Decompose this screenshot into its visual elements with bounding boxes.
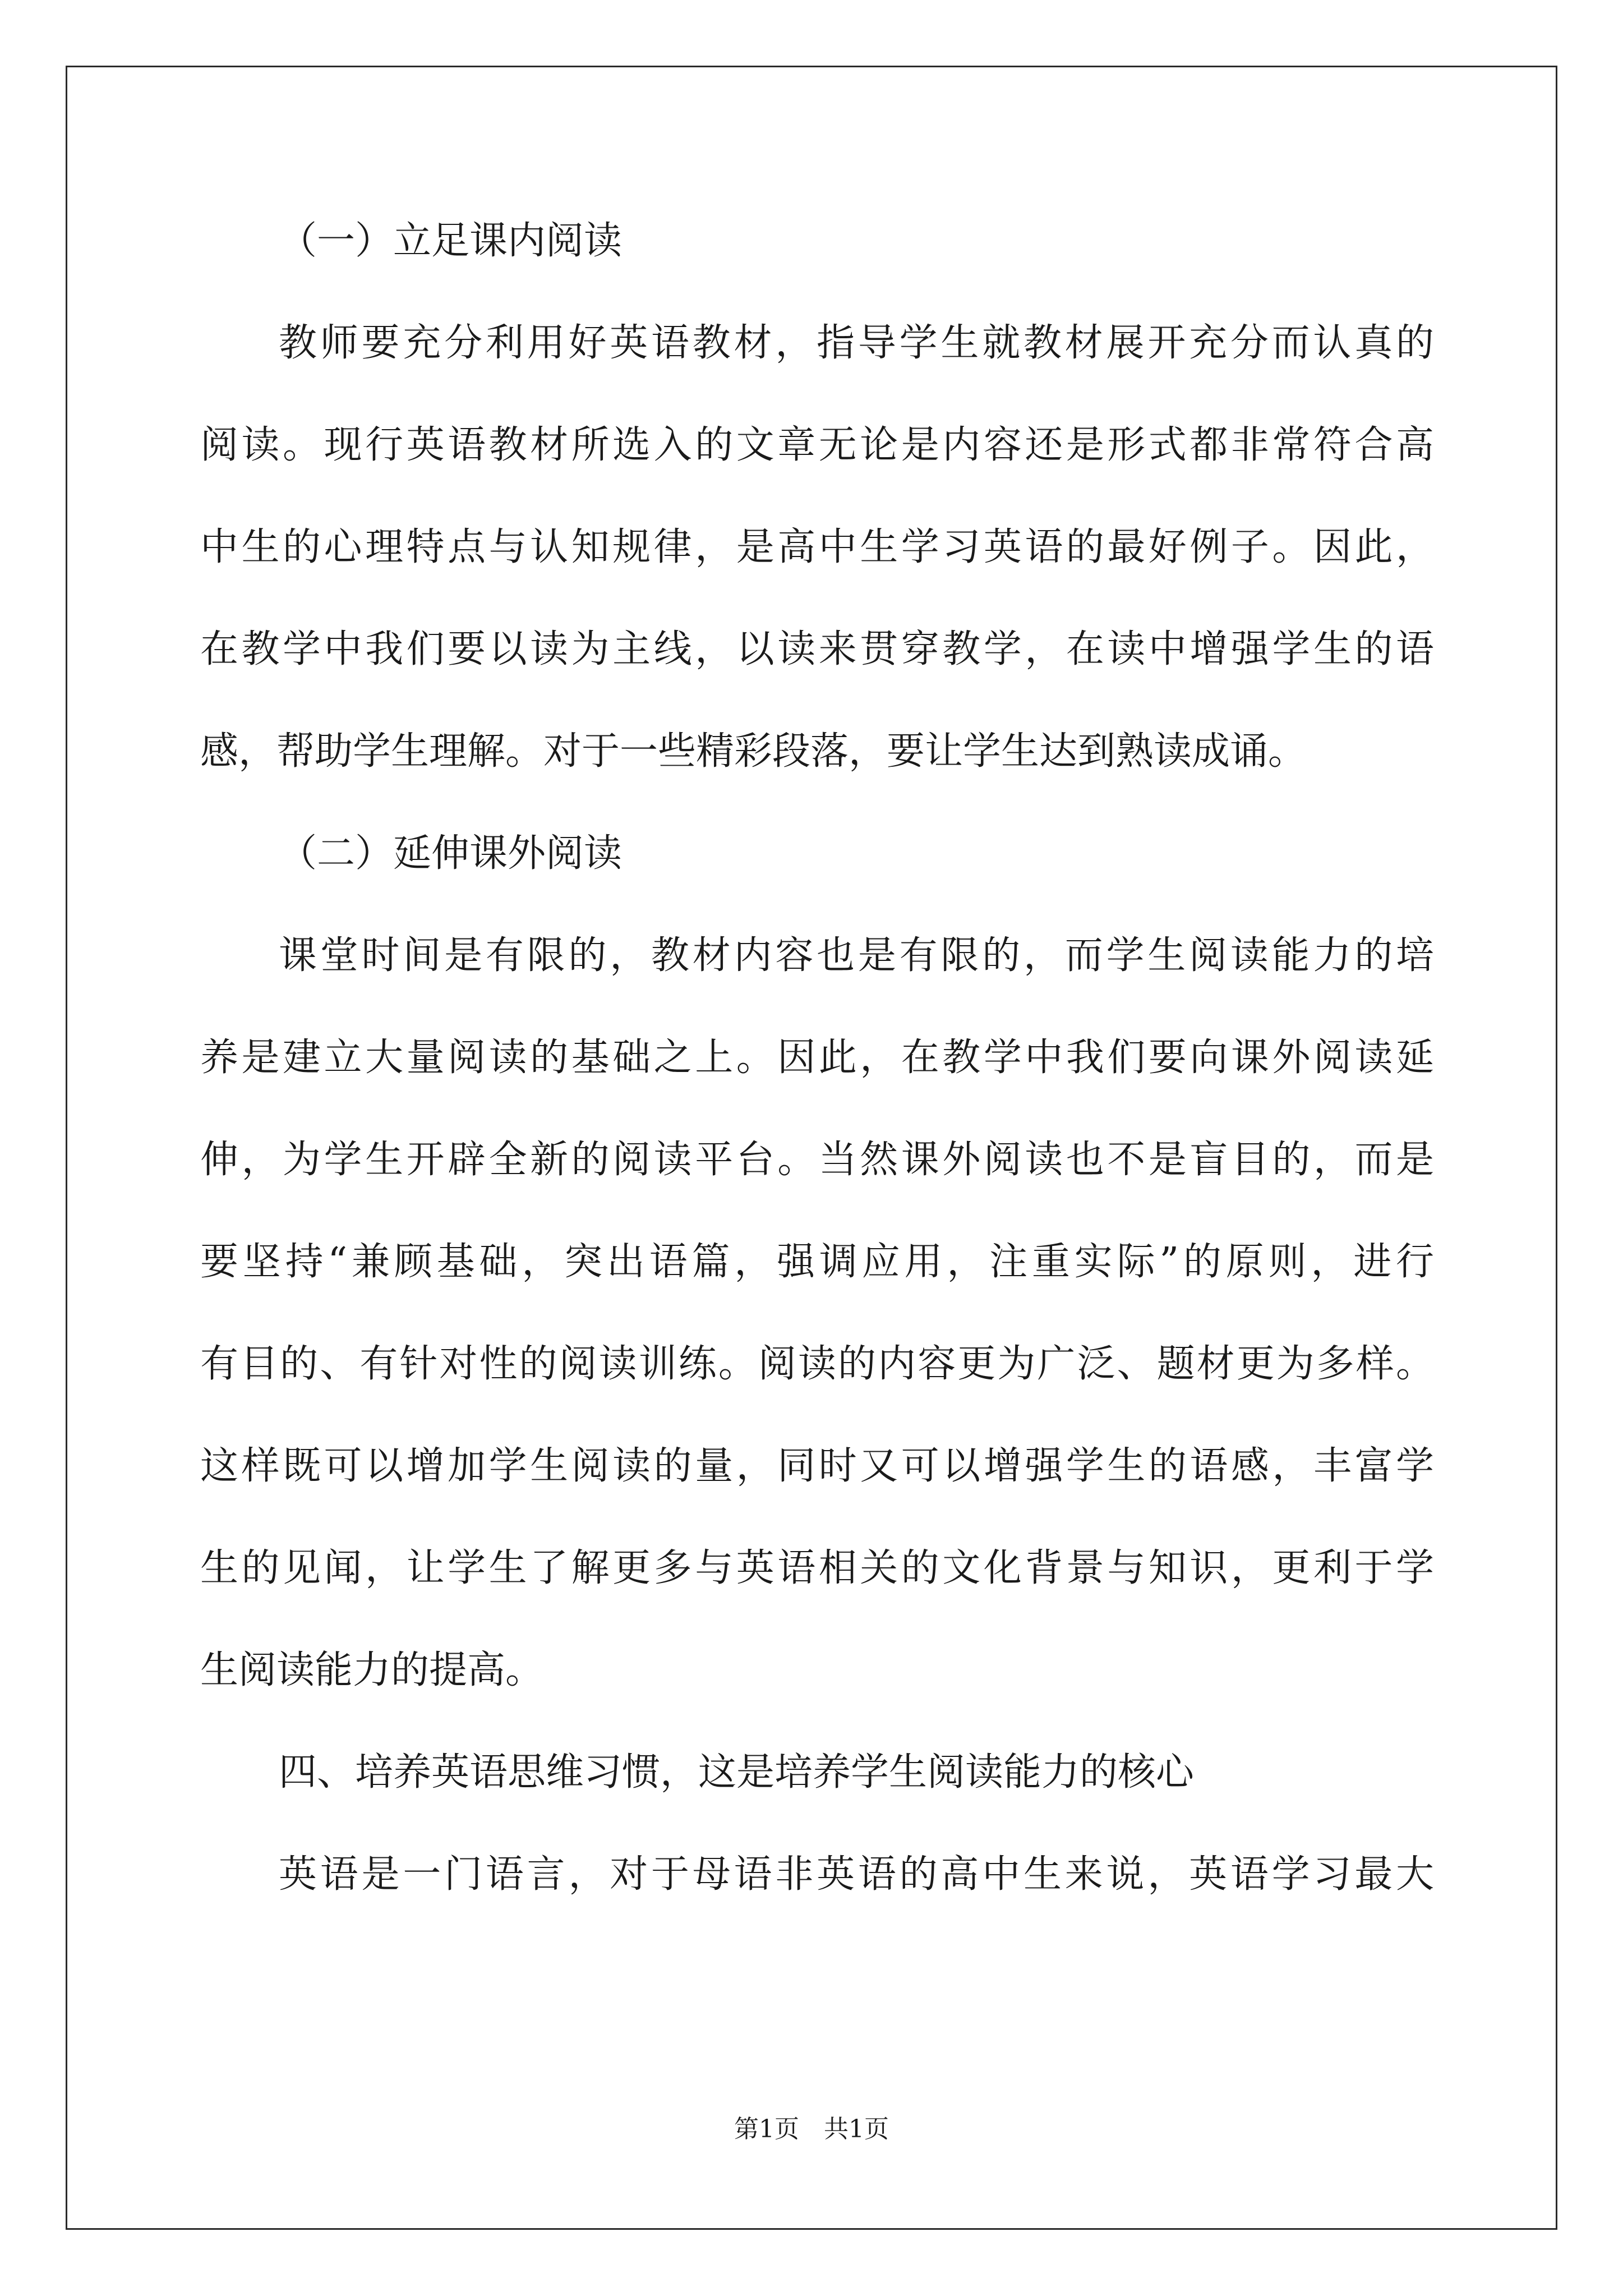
section-heading: （一）立足课内阅读 [279,219,623,263]
paragraph-line: 有目的、有针对性的阅读训练。阅读的内容更为广泛、题材更为多样。 [200,1342,1434,1386]
paragraph-line: 英语是一门语言，对于母语非英语的高中生来说，英语学习最大 [279,1852,1434,1897]
paragraph-line: 阅读。现行英语教材所选入的文章无论是内容还是形式都非常符合高 [200,423,1434,467]
paragraph-line: 教师要充分利用好英语教材，指导学生就教材展开充分而认真的 [279,321,1434,365]
paragraph-line: 中生的心理特点与认知规律，是高中生学习英语的最好例子。因此， [200,525,1434,569]
paragraph-line: 感，帮助学生理解。对于一些精彩段落，要让学生达到熟读成诵。 [200,729,1307,774]
paragraph-line: 要坚持“兼顾基础，突出语篇，强调应用，注重实际”的原则，进行 [200,1240,1434,1284]
paragraph-line: 课堂时间是有限的，教材内容也是有限的，而学生阅读能力的培 [279,933,1434,978]
paragraph-line: 养是建立大量阅读的基础之上。因此，在教学中我们要向课外阅读延 [200,1036,1434,1080]
page-number-footer: 第1页 共1页 [734,2115,889,2143]
section-heading: （二）延伸课外阅读 [279,831,623,876]
section-heading: 四、培养英语思维习惯，这是培养学生阅读能力的核心 [279,1750,1195,1795]
paragraph-line: 生阅读能力的提高。 [200,1648,544,1692]
paragraph-line: 生的见闻，让学生了解更多与英语相关的文化背景与知识，更利于学 [200,1546,1434,1590]
paragraph-line: 伸，为学生开辟全新的阅读平台。当然课外阅读也不是盲目的，而是 [200,1138,1434,1182]
paragraph-line: 这样既可以增加学生阅读的量，同时又可以增强学生的语感，丰富学 [200,1444,1434,1488]
paragraph-line: 在教学中我们要以读为主线，以读来贯穿教学，在读中增强学生的语 [200,627,1434,671]
